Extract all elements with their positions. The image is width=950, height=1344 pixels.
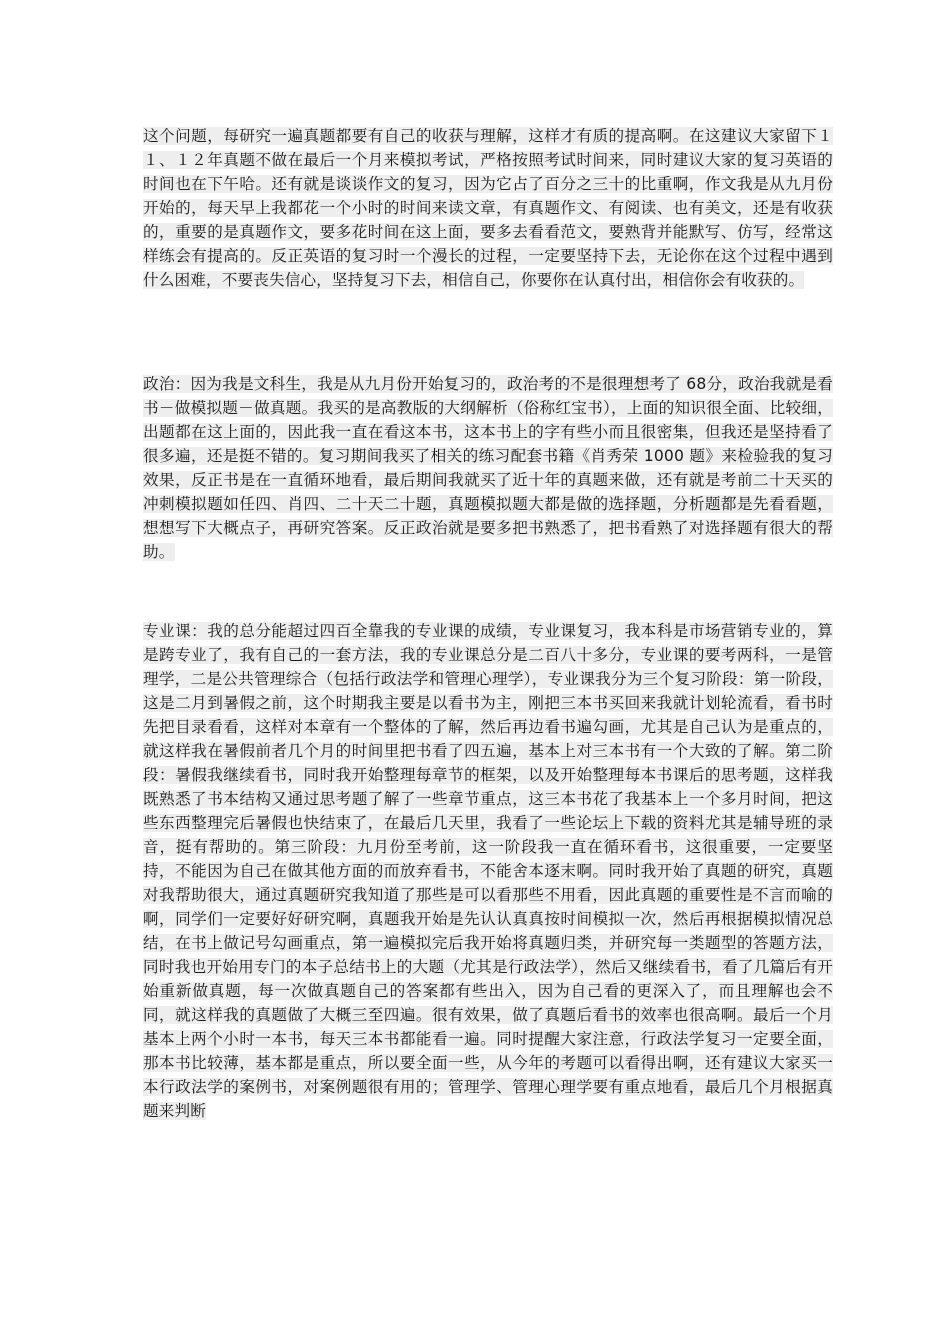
paragraph-major-course	[143, 619, 833, 1123]
paragraph-english	[143, 124, 833, 292]
paragraph-politics	[143, 372, 833, 564]
paragraph-english-text: 这个问题，每研究一遍真题都要有自己的收获与理解，这样才有质的提高啊。在这建议大家留下１１、１２年真题不做在最后一个月来模拟考试，严格按照考试时间来，同时建议大家的复习英语的时间也在下午哈。还有就是谈谈作文的复习，因为它占了百分之三十的比重啊，作文我是从九月份开始的，每天早上我都花一个小时的时间来读文章，有真题作文、有阅读、也有美文，还是有收获的，重要的是真题作文，要多花时间在这上面，要多去看看范文，要熟背并能默写、仿写，经常这样练会有提高的。反正英语的复习时一个漫长的过程，一定要坚持下去，无论你在这个过程中遇到什么困难，不要丧失信心，坚持复习下去，相信自己，你要你在认真付出，相信你会有收获的。	[143, 127, 833, 289]
paragraph-major-course-text: 专业课：我的总分能超过四百全靠我的专业课的成绩，专业课复习，我本科是市场营销专业的，算是跨专业了，我有自己的一套方法，我的专业课总分是二百八十多分，专业课的要考两科，一是管理学，二是公共管理综合（包括行政法学和管理心理学），专业课我分为三个复习阶段：第一阶段，这是二月到暑假之前，这个时期我主要是以看书为主，刚把三本书买回来我就计划轮流看，看书时先把目录看看，这样对本章有一个整体的了解，然后再边看书遍勾画，尤其是自己认为是重点的，就这样我在暑假前者几个月的时间里把书看了四五遍，基本上对三本书有一个大致的了解。第二阶段：暑假我继续看书，同时我开始整理每章节的框架，以及开始整理每本书课后的思考题，这样我既熟悉了书本结构又通过思考题了解了一些章节重点，这三本书花了我基本上一个多月时间，把这些东西整理完后暑假也快结束了，在最后几天里，我看了一些论坛上下载的资料尤其是辅导班的录音，挺有帮助的。第三阶段：九月份至考前，这一阶段我一直在循环看书，这很重要，一定要坚持，不能因为自己在做其他方面的而放弃看书，不能舍本逐末啊。同时我开始了真题的研究，真题对我帮助很大，通过真题研究我知道了那些是可以看那些不用看，因此真题的重要性是不言而喻的啊，同学们一定要好好研究啊，真题我开始是先认认真真按时间模拟一次，然后再根据模拟情况总结，在书上做记号勾画重点，第一遍模拟完后我开始将真题归类，并研究每一类题型的答题方法，同时我也开始用专门的本子总结书上的大题（尤其是行政法学），然后又继续看书，看了几篇后有开始重新做真题，每一次做真题自己的答案都有些出入，因为自己看的更深入了，而且理解也会不同，就这样我的真题做了大概三至四遍。很有效果，做了真题后看书的效率也很高啊。最后一个月基本上两个小时一本书，每天三本书都能看一遍。同时提醒大家注意，行政法学复习一定要全面，那本书比较薄，基本都是重点，所以要全面一些，从今年的考题可以看得出啊，还有建议大家买一本行政法学的案例书，对案例题很有用的；管理学、管理心理学要有重点地看，最后几个月根据真题来判断	[143, 622, 833, 1120]
paragraph-politics-text: 政治：因为我是文科生，我是从九月份开始复习的，政治考的不是很理想考了 68分，政治我就是看书－做模拟题－做真题。我买的是高教版的大纲解析（俗称红宝书），上面的知识很全面、比较细，出题都在这上面的，因此我一直在看这本书，这本书上的字有些小而且很密集，但我还是坚持看了很多遍，还是挺不错的。复习期间我买了相关的练习配套书籍《肖秀荣 1000 题》来检验我的复习效果，反正书是在一直循环地看，最后期间我就买了近十年的真题来做，还有就是考前二十天买的冲刺模拟题如任四、肖四、二十天二十题，真题模拟题大都是做的选择题，分析题都是先看看题，想想写下大概点子，再研究答案。反正政治就是要多把书熟悉了，把书看熟了对选择题有很大的帮助。	[143, 375, 833, 561]
